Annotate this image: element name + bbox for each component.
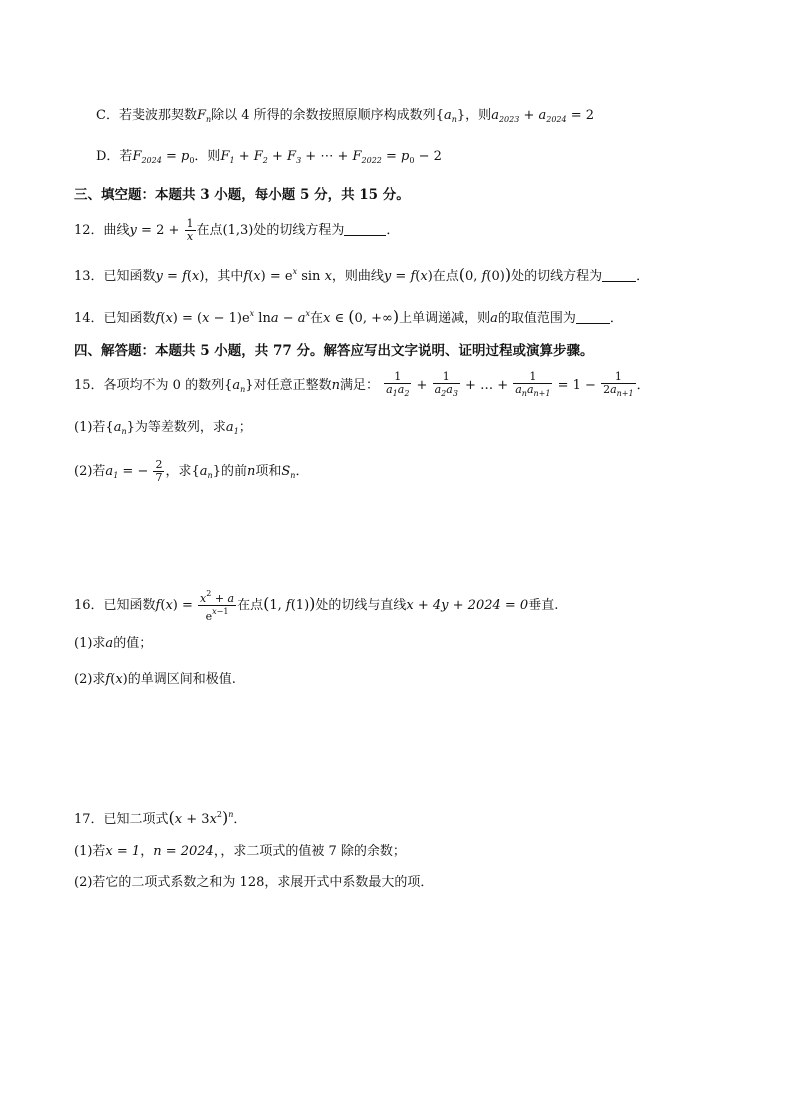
question-15-part-1: (1)若$\{a_n\}$为等差数列，求$a_1$； — [74, 420, 252, 436]
answer-blank[interactable] — [602, 269, 636, 282]
question-13: 13．已知函数y = f(x)，其中$f(x) = e^x$ sin x，则曲线y = f(x)在点(0, f(0))处的切线方程为 ． — [74, 265, 650, 284]
question-15: 15．各项均不为 0 的数列$\{a_n\}$对任意正整数n满足： $\frac{1}{a_1a_2}$ + $\frac{1}{a_2a_3}$ + … + $\frac{1}{a_na_{n+1}}$ = 1 − $\frac{1}{2a_{n+1}}$ ． — [74, 370, 650, 398]
question-16-part-2: (2)求f(x)的单调区间和极值. — [74, 672, 236, 687]
option-c: C．若斐波那契数$F_n$除以 4 所得的余数按照原顺序构成数列$\{a_n\}$，则$a_{2023} + a_{2024} = 2$ — [96, 108, 595, 124]
question-17-part-1: (1)若x = 1，n = 2024，，求二项式的值被 7 除的余数； — [74, 844, 406, 859]
question-14: 14．已知函数$f(x) = (x - 1)e^x$ $\ln a - a^x$在x ∈ (0, +∞)上单调递减，则a的取值范围为 ． — [74, 307, 623, 326]
answer-blank[interactable] — [344, 223, 386, 236]
question-15-part-2: (2)若$a_1$ = − $\frac{2}{7}$ ，求$\{a_n\}$的前n项和$S_n$． — [74, 458, 309, 484]
section-3-heading: 三、填空题：本题共 3 小题，每小题 5 分，共 15 分。 — [74, 187, 410, 203]
section-4-heading: 四、解答题：本题共 5 小题，共 77 分。解答应写出文字说明、证明过程或演算步骤。 — [74, 343, 594, 359]
question-12: 12．曲线y = 2 + $\frac{1}{x}$ 在点(1,3)处的切线方程为 ． — [74, 217, 400, 243]
option-d: D．若$F_{2024} = p_0$．则$F_1 + F_2 + F_3$ + ⋯ + $F_{2022} = p_0 - 2$ — [96, 149, 442, 165]
question-16-part-1: (1)求a的值； — [74, 636, 153, 651]
answer-blank[interactable] — [576, 311, 610, 324]
question-17: 17．已知二项式$(x + 3x^2)^n$． — [74, 808, 247, 827]
question-16: 16．已知函数f(x) = $\frac{x^2 + a}{e^{x-1}}$ 在点(1, f(1))处的切线与直线x + 4y + 2024 = 0垂直. — [74, 589, 559, 623]
question-17-part-2: (2)若它的二项式系数之和为 128，求展开式中系数最大的项． — [74, 875, 434, 890]
